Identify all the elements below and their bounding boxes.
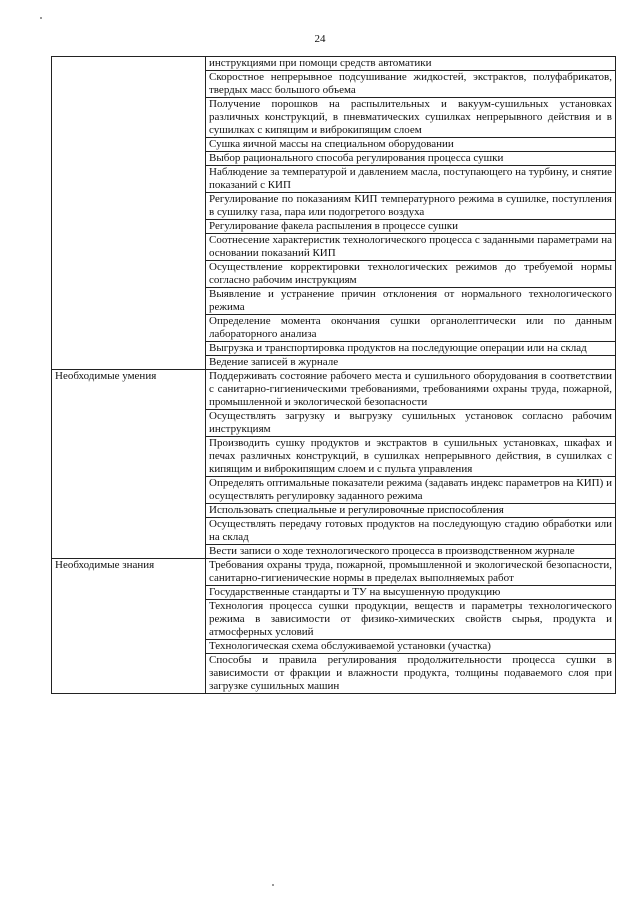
requirement-item: Определение момента окончания сушки органолептически или по данным лабораторного анализа	[206, 315, 616, 342]
table-row	[52, 57, 616, 71]
requirement-item: Технология процесса сушки продукции, веществ и параметры технологического режима в зависимости от физико-химических свойств сырья, продукта и атмосферных условий	[206, 600, 616, 640]
section-label: Необходимые умения	[52, 370, 206, 559]
requirements-table	[51, 56, 616, 694]
scan-speck	[272, 884, 274, 886]
requirement-item: Выбор рационального способа регулирования процесса сушки	[206, 152, 616, 166]
page-number: 24	[314, 33, 326, 45]
requirement-item: Технологическая схема обслуживаемой установки (участка)	[206, 640, 616, 654]
requirement-item: Выявление и устранение причин отклонения от нормального технологического режима	[206, 288, 616, 315]
requirement-item: Скоростное непрерывное подсушивание жидкостей, экстрактов, полуфабрикатов, твердых масс большого объема	[206, 71, 616, 98]
requirement-item: Регулирование факела распыления в процессе сушки	[206, 220, 616, 234]
requirement-item: Ведение записей в журнале	[206, 356, 616, 370]
requirement-item: Соотнесение характеристик технологического процесса с заданными параметрами на основании показаний КИП	[206, 234, 616, 261]
section-label	[52, 57, 206, 370]
requirement-item: Требования охраны труда, пожарной, промышленной и экологической безопасности, санитарно-гигиенические нормы в пределах выполняемых работ	[206, 559, 616, 586]
requirement-item: Осуществлять загрузку и выгрузку сушильных установок согласно рабочим инструкциям	[206, 410, 616, 437]
requirement-item: Получение порошков на распылительных и вакуум-сушильных установках различных конструкций, в пневматических сушилках непрерывного действия и в сушилках с кипящим и виброкипящим слоем	[206, 98, 616, 138]
requirement-item: Поддерживать состояние рабочего места и сушильного оборудования в соответствии с санитарно-гигиеническими требованиями, требованиями охраны труда, пожарной, промышленной и экологической безопасности	[206, 370, 616, 410]
table-body	[52, 57, 616, 694]
requirement-item: Осуществлять передачу готовых продуктов на последующую стадию обработки или на склад	[206, 518, 616, 545]
requirement-item: Выгрузка и транспортировка продуктов на последующие операции или на склад	[206, 342, 616, 356]
requirement-item: Способы и правила регулирования продолжительности процесса сушки в зависимости от фракции и влажности продукта, толщины подаваемого слоя при загрузке сушильных машин	[206, 654, 616, 694]
section-label: Необходимые знания	[52, 559, 206, 694]
requirement-item: Вести записи о ходе технологического процесса в производственном журнале	[206, 545, 616, 559]
requirement-item: Наблюдение за температурой и давлением масла, поступающего на турбину, и снятие показаний с КИП	[206, 166, 616, 193]
table-row	[52, 370, 616, 410]
requirement-item: Государственные стандарты и ТУ на высушенную продукцию	[206, 586, 616, 600]
requirement-item: Сушка яичной массы на специальном оборудовании	[206, 138, 616, 152]
requirement-item: Определять оптимальные показатели режима (задавать индекс параметров на КИП) и осуществлять регулировку заданного режима	[206, 477, 616, 504]
scan-speck	[40, 17, 42, 19]
requirement-item: Регулирование по показаниям КИП температурного режима в сушилке, поступления в сушилку газа, пара или подогретого воздуха	[206, 193, 616, 220]
requirement-item: Использовать специальные и регулировочные приспособления	[206, 504, 616, 518]
requirement-item: инструкциями при помощи средств автоматики	[206, 57, 616, 71]
requirement-item: Производить сушку продуктов и экстрактов в сушильных установках, шкафах и печах различных конструкций, в сушилках непрерывного действия, в сушилках с кипящим и виброкипящим слоем и с пульта управления	[206, 437, 616, 477]
table-row	[52, 559, 616, 586]
requirement-item: Осуществление корректировки технологических режимов до требуемой нормы согласно рабочим инструкциям	[206, 261, 616, 288]
